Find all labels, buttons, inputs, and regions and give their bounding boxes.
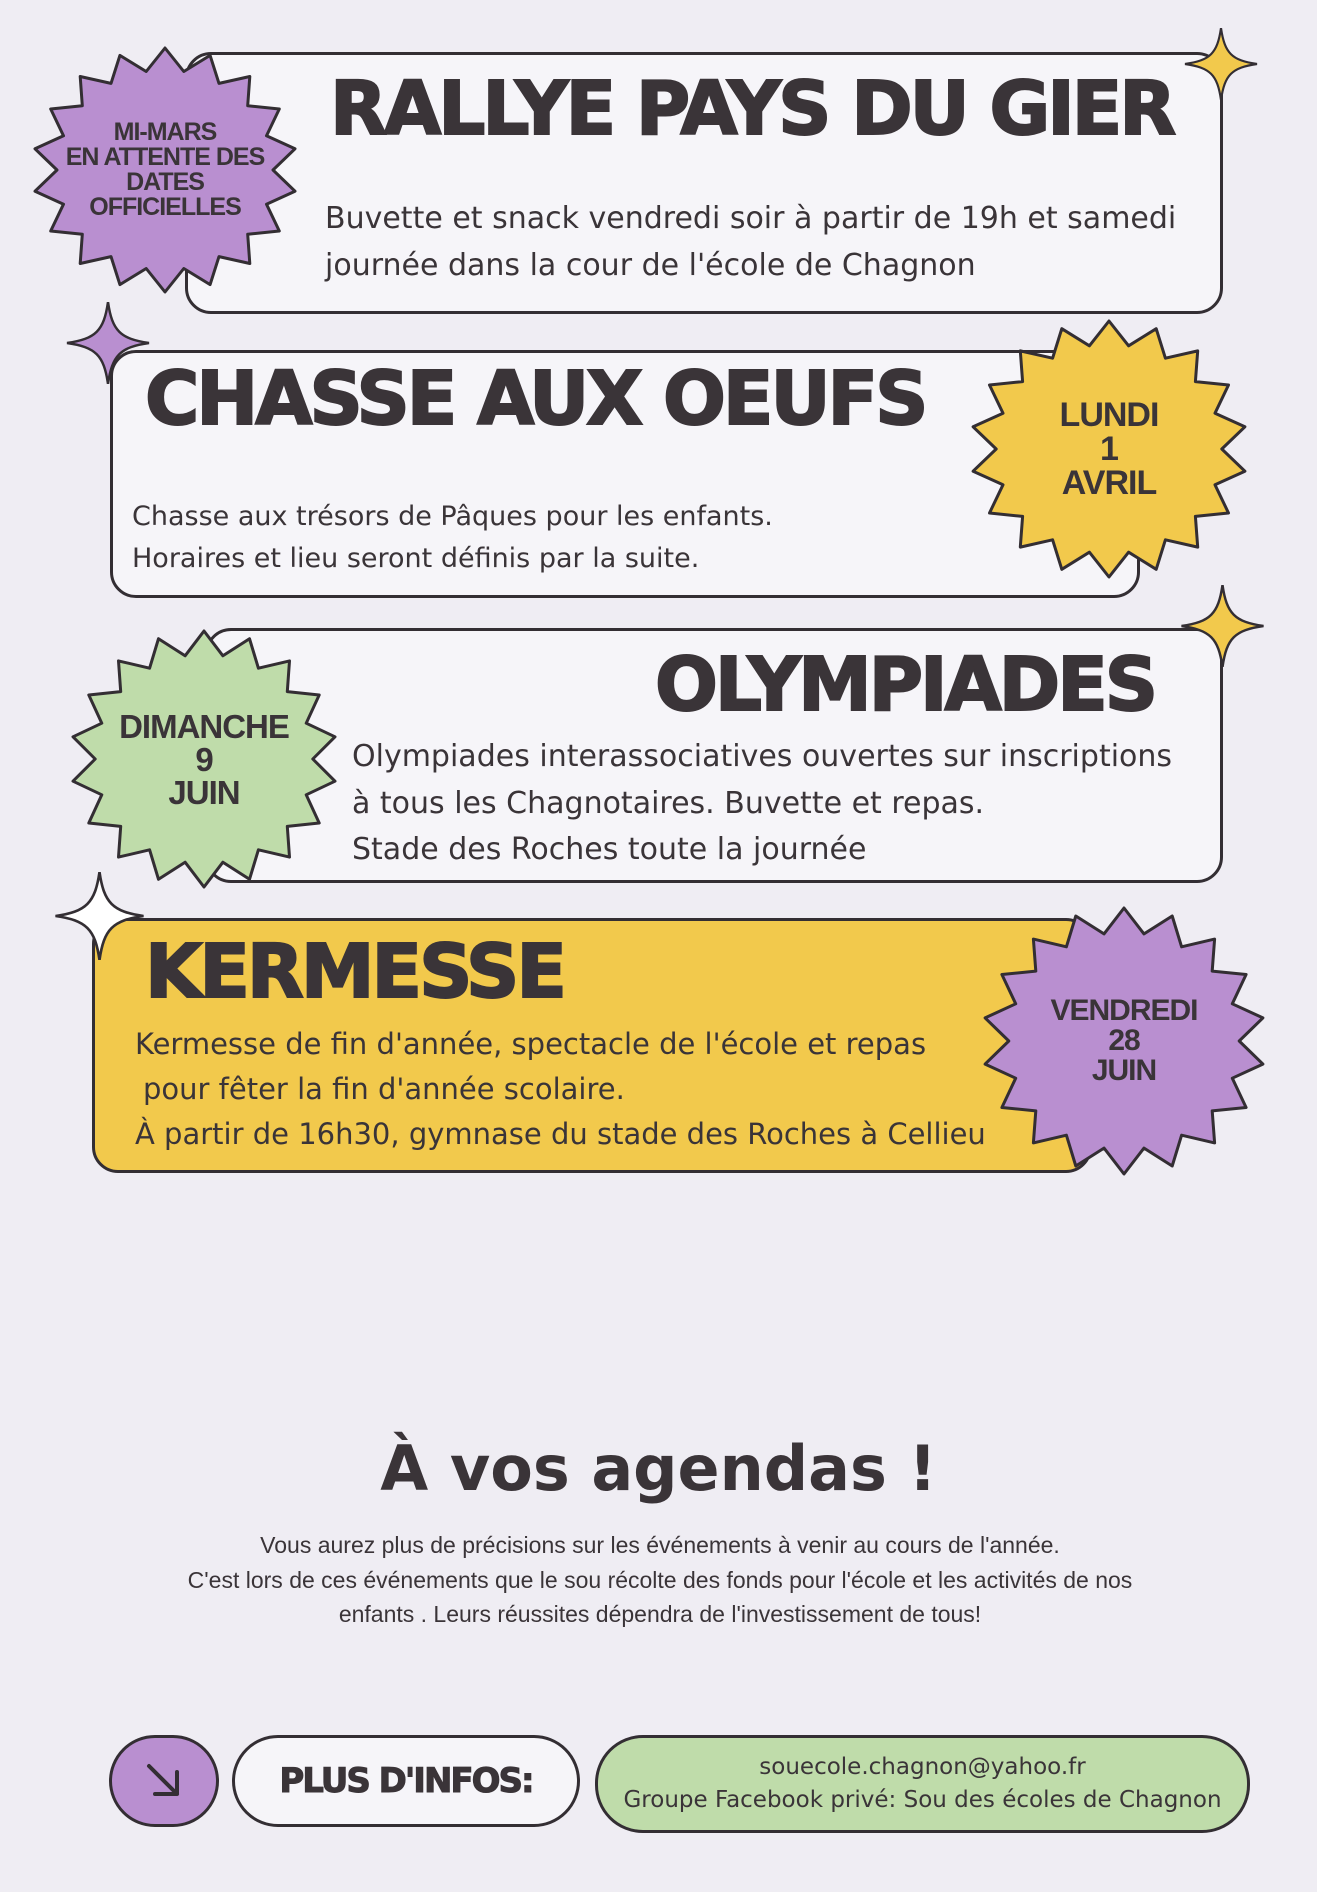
- sparkle-icon: [1180, 28, 1262, 100]
- event-desc-rallye: [325, 196, 1176, 289]
- event-desc-line: Stade des Roches toute la journée: [352, 832, 867, 867]
- agenda-line: enfants . Leurs réussites dépendra de l'investissement de tous!: [338, 1601, 982, 1627]
- badge-line: OFFICIELLES: [89, 193, 241, 221]
- contact-box: [595, 1735, 1250, 1833]
- badge-line: 28: [1108, 1024, 1140, 1057]
- event-desc-chasse: [132, 496, 773, 580]
- event-desc-olympiades: [352, 734, 1172, 874]
- sparkle-icon: [62, 302, 154, 384]
- event-desc-line: À partir de 16h30, gymnase du stade des Roches à Cellieu: [135, 1116, 986, 1151]
- contact-email[interactable]: souecole.chagnon@yahoo.fr: [759, 1753, 1086, 1780]
- contact-facebook[interactable]: Groupe Facebook privé: Sou des écoles de Chagnon: [623, 1787, 1222, 1813]
- badge-line: 1: [1100, 430, 1118, 468]
- event-desc-kermesse: [135, 1022, 986, 1157]
- sparkle-icon: [52, 872, 147, 960]
- badge-line: DIMANCHE: [119, 707, 289, 745]
- event-desc-line: pour fêter la fin d'année scolaire.: [143, 1071, 625, 1106]
- event-desc-line: journée dans la cour de l'école de Chagnon: [325, 247, 976, 283]
- event-title-kermesse: KERMESSE: [145, 929, 564, 1015]
- event-desc-line: Buvette et snack vendredi soir à partir de 19h et samedi: [325, 201, 1177, 236]
- badge-line: JUIN: [1091, 1054, 1157, 1087]
- agenda-line: Vous aurez plus de précisions sur les événements à venir au cours de l'année.: [260, 1532, 1060, 1558]
- badge-line: DATES: [126, 168, 204, 196]
- agenda-title: À vos agendas !: [380, 1432, 937, 1505]
- event-title-rallye: RALLYE PAYS DU GIER: [330, 66, 1174, 152]
- badge-line: 9: [195, 740, 213, 778]
- more-info-label: PLUS D'INFOS:: [232, 1735, 580, 1827]
- badge-line: VENDREDI: [1050, 994, 1198, 1027]
- badge-line: MI-MARS: [113, 118, 217, 146]
- badge-line: JUIN: [168, 773, 240, 811]
- date-badge-chasse: [968, 318, 1250, 580]
- event-title-olympiades: OLYMPIADES: [655, 642, 1156, 728]
- badge-line: EN ATTENTE DES: [65, 143, 265, 171]
- event-desc-line: Kermesse de fin d'année, spectacle de l'école et repas: [135, 1027, 927, 1061]
- date-badge-olympiades: [68, 628, 340, 890]
- sparkle-icon: [1175, 585, 1270, 667]
- event-desc-line: Chasse aux trésors de Pâques pour les enfants.: [132, 501, 773, 532]
- badge-line: AVRIL: [1061, 464, 1157, 502]
- event-desc-line: Olympiades interassociatives ouvertes sur inscriptions: [352, 739, 1173, 774]
- event-desc-line: à tous les Chagnotaires. Buvette et repas.: [352, 785, 985, 821]
- event-title-chasse: CHASSE AUX OEUFS: [145, 356, 926, 442]
- agenda-line: C'est lors de ces événements que le sou récolte des fonds pour l'école et les activités de nos: [187, 1566, 1133, 1593]
- agenda-text: [120, 1528, 1200, 1632]
- date-badge-kermesse: [980, 905, 1268, 1177]
- date-badge-rallye: [30, 45, 300, 295]
- badge-line: LUNDI: [1059, 396, 1159, 434]
- arrow-down-right-icon: [109, 1735, 219, 1827]
- event-desc-line: Horaires et lieu seront définis par la suite.: [132, 542, 700, 574]
